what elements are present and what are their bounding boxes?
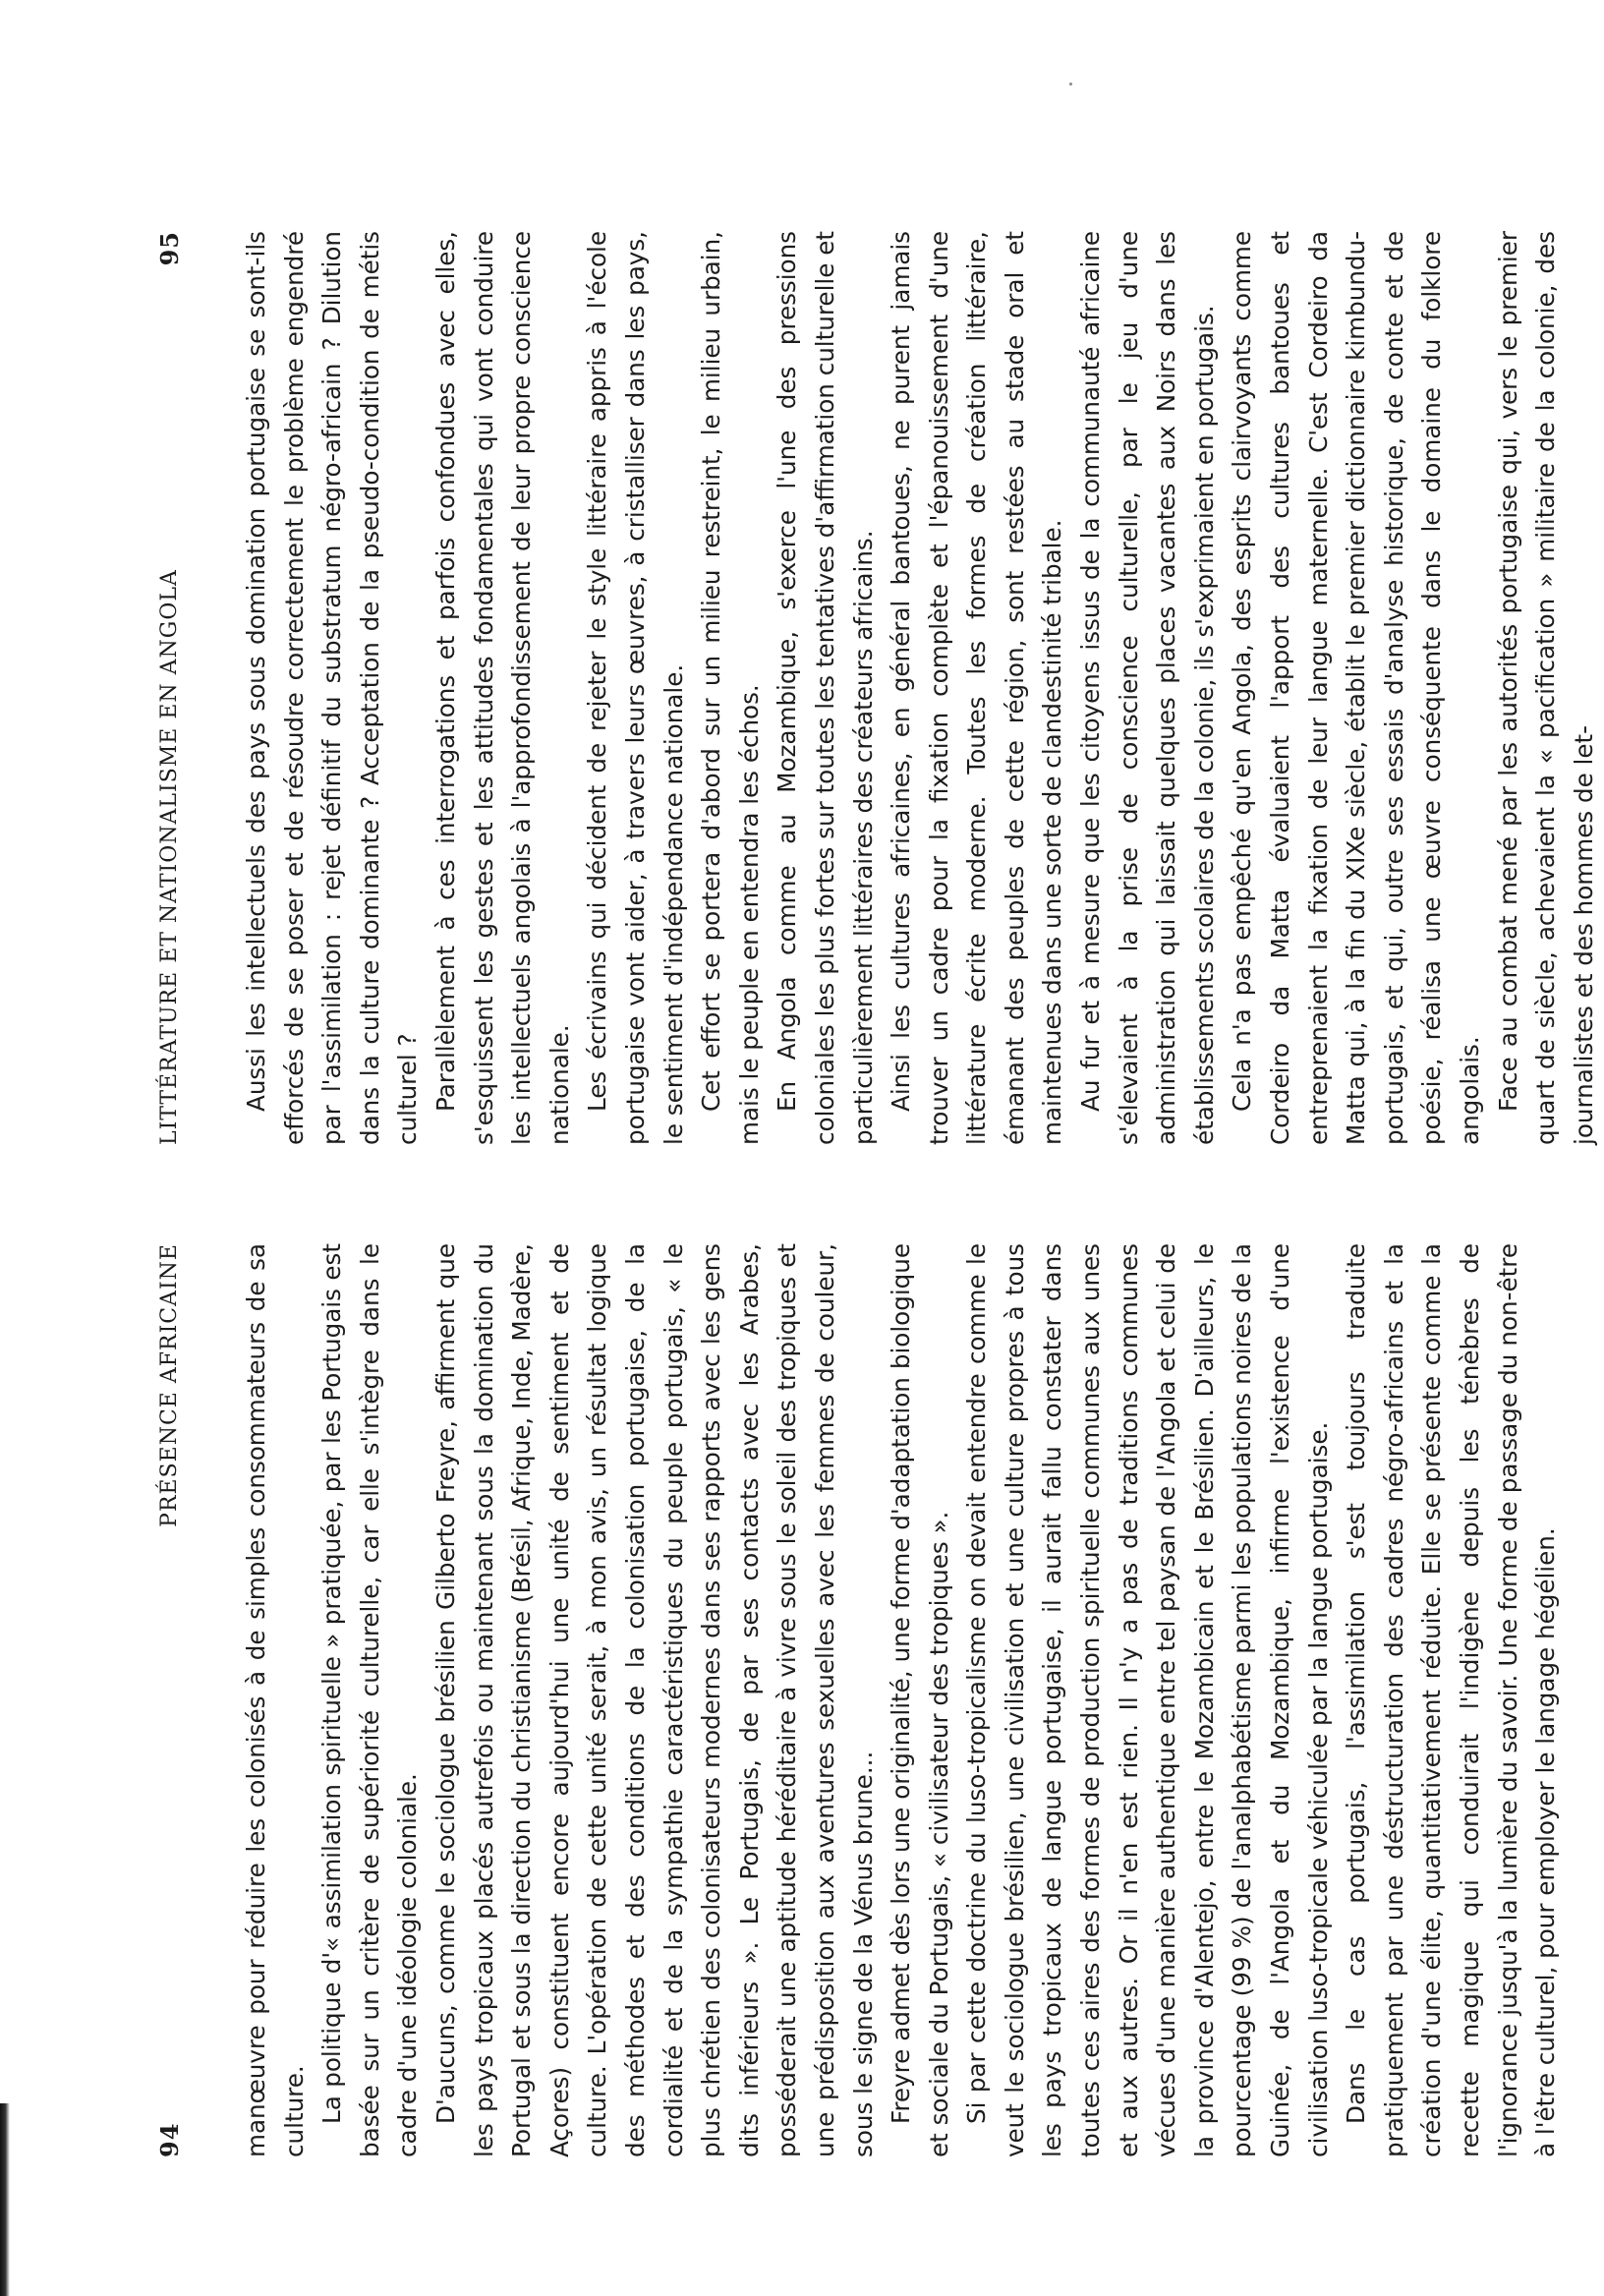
right-running-title: LITTÉRATURE ET NATIONALISME EN ANGOLA bbox=[157, 569, 182, 1145]
right-paragraph-4: Cet effort se portera d'abord sur un milieu restreint, le milieu urbain, mais le peuple en entendra les échos. bbox=[697, 231, 764, 1145]
right-paragraph-7: Au fur et à mesure que les citoyens issus de la communauté africaine s'élevaient à la prise de conscience culturelle, par le jeu d'une administration qui laissait quelques places vacantes aux Noirs dans les établissements scolaires de la colonie, ils s'exprimaient en portugais. bbox=[1076, 231, 1219, 1145]
right-page-number: 95 bbox=[155, 231, 184, 266]
right-paragraph-3: Les écrivains qui décident de rejeter le style littéraire appris à l'école portugaise vont aider, à travers leurs œuvres, à cristalliser dans les pays, le sentiment d'indépendance nationale. bbox=[583, 231, 688, 1145]
left-page bbox=[155, 1243, 1561, 2157]
book-spread bbox=[155, 231, 1598, 2157]
scan-binding-shadow bbox=[0, 2103, 10, 2296]
right-paragraph-2: Parallèlement à ces interrogations et parfois confondues avec elles, s'esquissent les gestes et les attitudes fondamentales qui vont conduire les intellectuels angolais à l'approfondissement de leur propre conscience nationale. bbox=[430, 231, 574, 1145]
scan-speck bbox=[1069, 83, 1072, 86]
left-paragraph-3: D'aucuns, comme le sociologue brésilien Gilberto Freyre, affirment que les pays tropicaux placés autrefois ou maintenant sous la domination du Portugal et sous la direction du christianisme (Brésil, Afrique, Inde, Madère, Açores) constituent encore aujourd'hui une unité de sentiment et de culture. L'opération de cette unité serait, à mon avis, un résultat logique des méthodes et des conditions de la colonisation portugaise, de la cordialité et de la sympathie caractéristiques du peuple portugais, « le plus chrétien des colonisateurs modernes dans ses rapports avec les gens dits inférieurs ». Le Portugais, de par ses contacts avec les Arabes, posséderait une aptitude héréditaire à vivre sous le soleil des tropiques et une prédisposition aux aventures sexuelles avec les femmes de couleur, sous le signe de la Vénus brune... bbox=[430, 1243, 878, 2157]
left-running-title: PRÉSENCE AFRICAINE bbox=[157, 1243, 182, 1527]
left-body-text bbox=[238, 1243, 1566, 2157]
right-paragraph-1: Aussi les intellectuels des pays sous domination portugaise se sont-ils efforcés de se poser et de résoudre correctement le problème engendré par l'assimilation : rejet définitif du substratum négro-africain ? Dilution dans la culture dominante ? Acceptation de la pseudo-condition de métis culturel ? bbox=[242, 231, 423, 1145]
right-paragraph-6: Ainsi les cultures africaines, en général bantoues, ne purent jamais trouver un cadre pour la fixation complète et l'épanouissement d'une littérature écrite moderne. Toutes les formes de création littéraire, émanant des peuples de cette région, sont restées au stade oral et maintenues dans une sorte de clandestinité tribale. bbox=[887, 231, 1067, 1145]
right-body-text bbox=[238, 231, 1603, 1145]
right-page bbox=[155, 231, 1598, 1145]
right-paragraph-9: Face au combat mené par les autorités portugaise qui, vers le premier quart de siècle, achevaient la « pacification » militaire de la colonie, des journalistes et des hommes de let- bbox=[1493, 231, 1598, 1145]
right-paragraph-5: En Angola comme au Mozambique, s'exerce l'une des pressions coloniales les plus fortes sur toutes les tentatives d'affirmation culturelle et particulièrement littéraires des créateurs africains. bbox=[773, 231, 878, 1145]
left-running-header bbox=[155, 1243, 199, 2157]
left-page-number: 94 bbox=[155, 2122, 184, 2157]
left-paragraph-5: Si par cette doctrine du luso-tropicalisme on devait entendre comme le veut le sociologue brésilien, une civilisation et une culture propres à tous les pays tropicaux de langue portugaise, il aurait fallu constater dans toutes ces aires des formes de production spirituelle communes aux unes et aux autres. Or il n'en est rien. Il n'y a pas de traditions communes vécues d'une manière authentique entre tel paysan de l'Angola et celui de la province d'Alentejo, entre le Mozambicain et le Brésilien. D'ailleurs, le pourcentage (99 %) de l'analphabétisme parmi les populations noires de la Guinée, de l'Angola et du Mozambique, infirme l'existence d'une civilisation luso-tropicale véhiculée par la langue portugaise. bbox=[962, 1243, 1333, 2157]
right-running-header bbox=[155, 231, 199, 1145]
right-paragraph-8: Cela n'a pas empêché qu'en Angola, des esprits clairvoyants comme Cordeiro da Matta évaluaient l'apport des cultures bantoues et entreprenaient la fixation de leur langue maternelle. C'est Cordeiro da Matta qui, à la fin du XIXe siècle, établit le premier dictionnaire kimbundu-portugais, et qui, outre ses essais d'analyse historique, de conte et de poésie, réalisa une œuvre conséquente dans le domaine du folklore angolais. bbox=[1228, 231, 1484, 1145]
left-paragraph-2: La politique d'« assimilation spirituelle » pratiquée, par les Portugais est basée sur un critère de supériorité culturelle, car elle s'intègre dans le cadre d'une idéologie coloniale. bbox=[317, 1243, 423, 2157]
left-paragraph-1: manœuvre pour réduire les colonisés à de simples consommateurs de sa culture. bbox=[242, 1243, 309, 2157]
left-paragraph-4: Freyre admet dès lors une originalité, une forme d'adaptation biologique et sociale du Portugais, « civilisateur des tropiques ». bbox=[887, 1243, 953, 2157]
left-paragraph-6: Dans le cas portugais, l'assimilation s'est toujours traduite pratiquement par une déstructuration des cadres négro-africains et la création d'une élite, quantitativement réduite. Elle se présente comme la recette magique qui conduirait l'indigène depuis les ténèbres de l'ignorance jusqu'à la lumière du savoir. Une forme de passage du non-être à l'être culturel, pour employer le langage hégélien. bbox=[1342, 1243, 1561, 2157]
